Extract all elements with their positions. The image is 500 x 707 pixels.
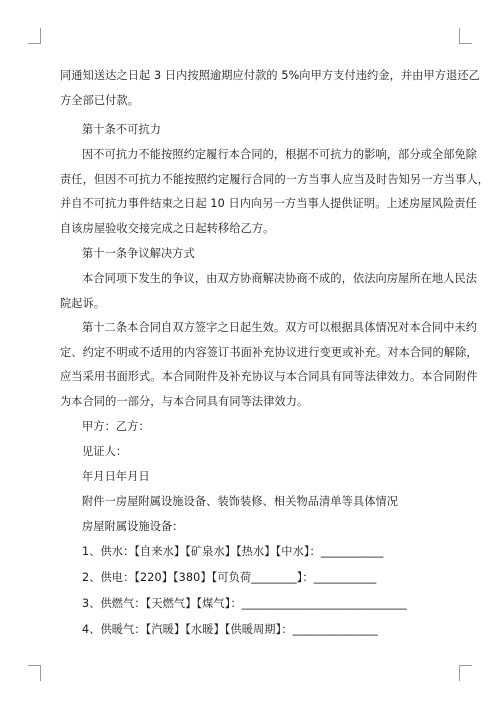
text-line: 同通知送达之日起 3 日内按照逾期应付款的 5%向甲方支付违约金，并由甲方退还乙 [60,69,480,82]
text-line: 自该房屋验收交接完成之日起转移给乙方。 [60,221,275,235]
crop-mark-top-right [459,43,472,44]
text-line: 为本合同的一部分，与本合同具有同等法律效力。 [60,394,309,408]
date-line: 年月日年月日 [82,470,150,483]
list-item-heating-supply: 4、供暖气：【汽暖】【水暖】【供暖周期】：_______________ [82,623,378,636]
paragraph-dispute-resolution [60,267,478,316]
text-line: 并自不可抗力事件结束之日起 10 日内向另一方当事人提供证明。上述房屋风险责任 [60,197,477,210]
witness-line: 见证人： [82,445,128,458]
crop-mark-top-right [459,28,460,44]
list-item-power-supply: 2、供电：【220】【380】【可负荷________】：___________ [82,571,377,584]
heading-article-11: 第十一条争议解决方式 [82,247,195,260]
list-item-water-supply: 1、供水：【自来水】【矿泉水】【热水】【中水】：___________ [82,545,384,558]
text-line: 应当采用书面形式。本合同附件及补充协议与本合同具有同等法律效力。本合同附件 [60,370,478,383]
text-line: 定、约定不明或不适用的内容签订书面补充协议进行变更或补充。对本合同的解除， [60,345,478,359]
list-item-gas-supply: 3、供燃气：【天燃气】【煤气】：_____________________________ [82,597,407,610]
text-line: 因不可抗力不能按照约定履行本合同的，根据不可抗力的影响，部分或全部免除 [82,148,478,161]
text-line: 第十二条本合同自双方签字之日起生效。双方可以根据具体情况对本合同中未约 [82,321,478,334]
crop-mark-top-left [40,28,41,44]
annex-subtitle: 房屋附属设施设备： [82,520,184,533]
heading-article-10: 第十条不可抗力 [82,123,162,136]
paragraph-breach-continuation [60,64,480,113]
crop-mark-bottom-left [28,665,41,666]
signature-party-line: 甲方：乙方： [82,420,150,433]
annex-title: 附件一房屋附属设施设备、装饰装修、相关物品清单等具体情况 [82,495,399,508]
text-line: 院起诉。 [60,296,106,310]
crop-mark-bottom-right [459,665,460,681]
paragraph-force-majeure [60,143,489,241]
text-line: 本合同项下发生的争议，由双方协商解决协商不成的，依法向房屋所在地人民法 [82,272,478,285]
crop-mark-top-left [28,43,41,44]
text-line: 方全部已付款。 [60,93,140,107]
text-line: 责任，但因不可抗力不能按照约定履行合同的一方当事人应当及时告知另一方当事人， [60,172,489,186]
paragraph-article-12 [60,316,478,414]
crop-mark-bottom-right [459,665,472,666]
crop-mark-bottom-left [40,665,41,681]
